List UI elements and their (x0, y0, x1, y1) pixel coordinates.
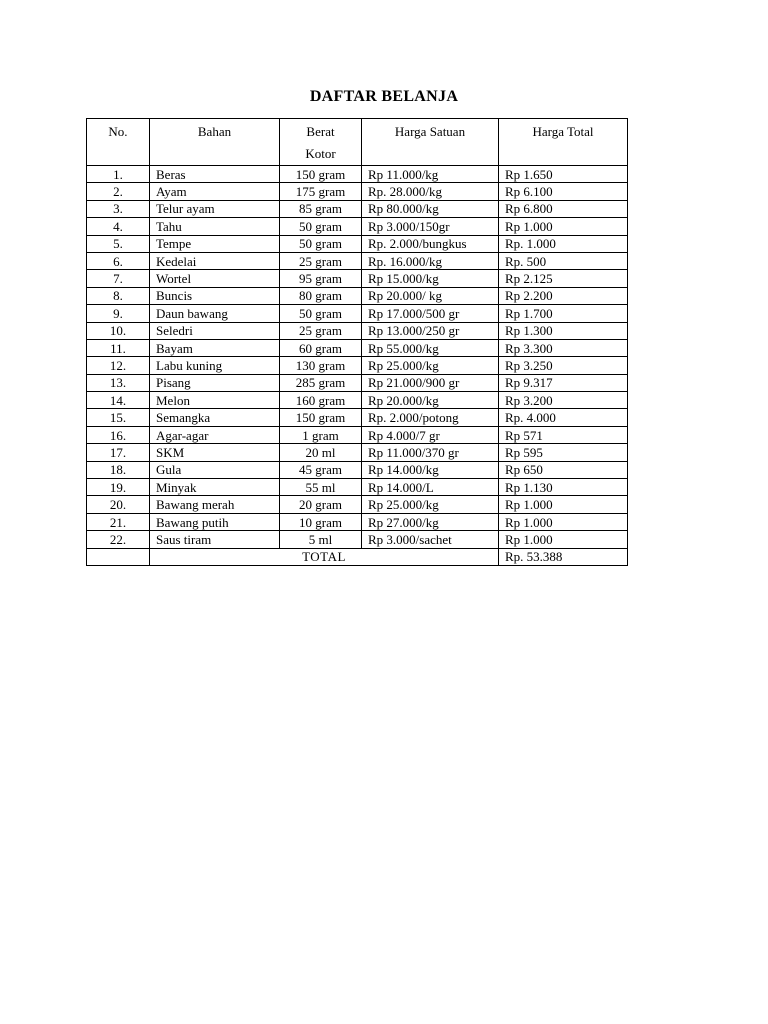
cell-harga-total: Rp 3.250 (499, 357, 628, 374)
cell-bahan: Melon (150, 392, 280, 409)
cell-harga-total: Rp 1.700 (499, 305, 628, 322)
cell-harga-total: Rp 1.130 (499, 479, 628, 496)
cell-harga-satuan: Rp 20.000/kg (362, 392, 499, 409)
cell-harga-satuan: Rp 11.000/370 gr (362, 444, 499, 461)
cell-berat-kotor: 20 ml (280, 444, 362, 461)
cell-no: 22. (87, 531, 150, 548)
cell-berat-kotor: 150 gram (280, 166, 362, 183)
cell-harga-satuan: Rp. 2.000/bungkus (362, 235, 499, 252)
cell-berat-kotor: 150 gram (280, 409, 362, 426)
cell-berat-kotor: 80 gram (280, 287, 362, 304)
cell-harga-total: Rp 3.300 (499, 339, 628, 356)
cell-bahan: Minyak (150, 479, 280, 496)
shopping-list-table (86, 118, 628, 566)
total-row (87, 548, 628, 565)
cell-harga-satuan: Rp. 28.000/kg (362, 183, 499, 200)
cell-no: 8. (87, 287, 150, 304)
cell-harga-total: Rp 6.800 (499, 200, 628, 217)
cell-berat-kotor: 160 gram (280, 392, 362, 409)
cell-bahan: Ayam (150, 183, 280, 200)
cell-harga-total: Rp 595 (499, 444, 628, 461)
header-berat-kotor (280, 119, 362, 166)
cell-harga-satuan: Rp 13.000/250 gr (362, 322, 499, 339)
cell-harga-satuan: Rp 20.000/ kg (362, 287, 499, 304)
cell-no: 3. (87, 200, 150, 217)
table-row (87, 496, 628, 513)
cell-harga-total: Rp. 500 (499, 252, 628, 269)
cell-harga-satuan: Rp 3.000/sachet (362, 531, 499, 548)
table-row (87, 270, 628, 287)
table-row (87, 374, 628, 391)
cell-no: 17. (87, 444, 150, 461)
cell-harga-satuan: Rp 15.000/kg (362, 270, 499, 287)
cell-bahan: Daun bawang (150, 305, 280, 322)
table-row (87, 252, 628, 269)
cell-berat-kotor: 60 gram (280, 339, 362, 356)
cell-bahan: Gula (150, 461, 280, 478)
cell-berat-kotor: 50 gram (280, 218, 362, 235)
cell-harga-satuan: Rp 55.000/kg (362, 339, 499, 356)
cell-no: 10. (87, 322, 150, 339)
table-row (87, 200, 628, 217)
header-berat-line2: Kotor (305, 146, 336, 161)
cell-harga-total: Rp 9.317 (499, 374, 628, 391)
cell-bahan: SKM (150, 444, 280, 461)
table-row (87, 392, 628, 409)
cell-berat-kotor: 85 gram (280, 200, 362, 217)
cell-berat-kotor: 10 gram (280, 513, 362, 530)
cell-berat-kotor: 55 ml (280, 479, 362, 496)
cell-harga-satuan: Rp 80.000/kg (362, 200, 499, 217)
cell-no: 11. (87, 339, 150, 356)
cell-no: 1. (87, 166, 150, 183)
cell-harga-satuan: Rp 25.000/kg (362, 496, 499, 513)
cell-no: 15. (87, 409, 150, 426)
table-row (87, 357, 628, 374)
table-row (87, 305, 628, 322)
total-label: TOTAL (150, 548, 499, 565)
cell-no: 7. (87, 270, 150, 287)
cell-harga-total: Rp 571 (499, 426, 628, 443)
cell-no: 4. (87, 218, 150, 235)
cell-berat-kotor: 20 gram (280, 496, 362, 513)
table-row (87, 322, 628, 339)
cell-berat-kotor: 45 gram (280, 461, 362, 478)
cell-harga-satuan: Rp 14.000/L (362, 479, 499, 496)
cell-bahan: Pisang (150, 374, 280, 391)
table-row (87, 426, 628, 443)
total-empty-cell (87, 548, 150, 565)
cell-no: 13. (87, 374, 150, 391)
cell-harga-total: Rp 1.650 (499, 166, 628, 183)
cell-bahan: Wortel (150, 270, 280, 287)
cell-no: 21. (87, 513, 150, 530)
cell-no: 18. (87, 461, 150, 478)
table-row (87, 218, 628, 235)
cell-berat-kotor: 95 gram (280, 270, 362, 287)
header-berat-line1: Berat (306, 124, 335, 139)
cell-berat-kotor: 25 gram (280, 252, 362, 269)
cell-harga-total: Rp 2.125 (499, 270, 628, 287)
cell-harga-satuan: Rp 21.000/900 gr (362, 374, 499, 391)
cell-harga-satuan: Rp 4.000/7 gr (362, 426, 499, 443)
cell-berat-kotor: 130 gram (280, 357, 362, 374)
cell-harga-satuan: Rp 14.000/kg (362, 461, 499, 478)
cell-bahan: Buncis (150, 287, 280, 304)
cell-bahan: Saus tiram (150, 531, 280, 548)
table-row (87, 531, 628, 548)
cell-harga-satuan: Rp. 16.000/kg (362, 252, 499, 269)
cell-harga-total: Rp 6.100 (499, 183, 628, 200)
table-header-row (87, 119, 628, 166)
cell-no: 6. (87, 252, 150, 269)
cell-harga-satuan: Rp 17.000/500 gr (362, 305, 499, 322)
cell-no: 16. (87, 426, 150, 443)
cell-no: 20. (87, 496, 150, 513)
cell-bahan: Tahu (150, 218, 280, 235)
cell-harga-satuan: Rp. 2.000/potong (362, 409, 499, 426)
table-row (87, 479, 628, 496)
table-row (87, 444, 628, 461)
cell-harga-total: Rp. 1.000 (499, 235, 628, 252)
cell-berat-kotor: 5 ml (280, 531, 362, 548)
cell-bahan: Agar-agar (150, 426, 280, 443)
table-row (87, 513, 628, 530)
cell-bahan: Semangka (150, 409, 280, 426)
header-harga-satuan: Harga Satuan (362, 119, 499, 166)
table-row (87, 339, 628, 356)
cell-berat-kotor: 25 gram (280, 322, 362, 339)
cell-harga-total: Rp 1.000 (499, 218, 628, 235)
cell-no: 14. (87, 392, 150, 409)
cell-harga-total: Rp 1.000 (499, 531, 628, 548)
table-row (87, 183, 628, 200)
cell-berat-kotor: 285 gram (280, 374, 362, 391)
cell-harga-total: Rp 650 (499, 461, 628, 478)
cell-bahan: Labu kuning (150, 357, 280, 374)
cell-bahan: Bayam (150, 339, 280, 356)
table-row (87, 235, 628, 252)
cell-berat-kotor: 175 gram (280, 183, 362, 200)
cell-berat-kotor: 1 gram (280, 426, 362, 443)
cell-harga-total: Rp 1.000 (499, 496, 628, 513)
page-title: DAFTAR BELANJA (309, 88, 459, 105)
cell-harga-total: Rp. 4.000 (499, 409, 628, 426)
header-bahan: Bahan (150, 119, 280, 166)
cell-harga-satuan: Rp 11.000/kg (362, 166, 499, 183)
cell-harga-total: Rp 2.200 (499, 287, 628, 304)
cell-bahan: Seledri (150, 322, 280, 339)
cell-no: 19. (87, 479, 150, 496)
cell-harga-total: Rp 1.000 (499, 513, 628, 530)
table-row (87, 287, 628, 304)
cell-harga-satuan: Rp 3.000/150gr (362, 218, 499, 235)
table-row (87, 409, 628, 426)
cell-bahan: Telur ayam (150, 200, 280, 217)
cell-bahan: Beras (150, 166, 280, 183)
cell-bahan: Bawang merah (150, 496, 280, 513)
cell-harga-satuan: Rp 27.000/kg (362, 513, 499, 530)
header-no: No. (87, 119, 150, 166)
table-row (87, 166, 628, 183)
cell-no: 2. (87, 183, 150, 200)
total-value: Rp. 53.388 (499, 548, 628, 565)
cell-bahan: Kedelai (150, 252, 280, 269)
cell-harga-satuan: Rp 25.000/kg (362, 357, 499, 374)
cell-bahan: Tempe (150, 235, 280, 252)
cell-bahan: Bawang putih (150, 513, 280, 530)
cell-harga-total: Rp 1.300 (499, 322, 628, 339)
cell-berat-kotor: 50 gram (280, 305, 362, 322)
cell-no: 5. (87, 235, 150, 252)
cell-berat-kotor: 50 gram (280, 235, 362, 252)
cell-harga-total: Rp 3.200 (499, 392, 628, 409)
header-harga-total: Harga Total (499, 119, 628, 166)
cell-no: 12. (87, 357, 150, 374)
cell-no: 9. (87, 305, 150, 322)
table-row (87, 461, 628, 478)
